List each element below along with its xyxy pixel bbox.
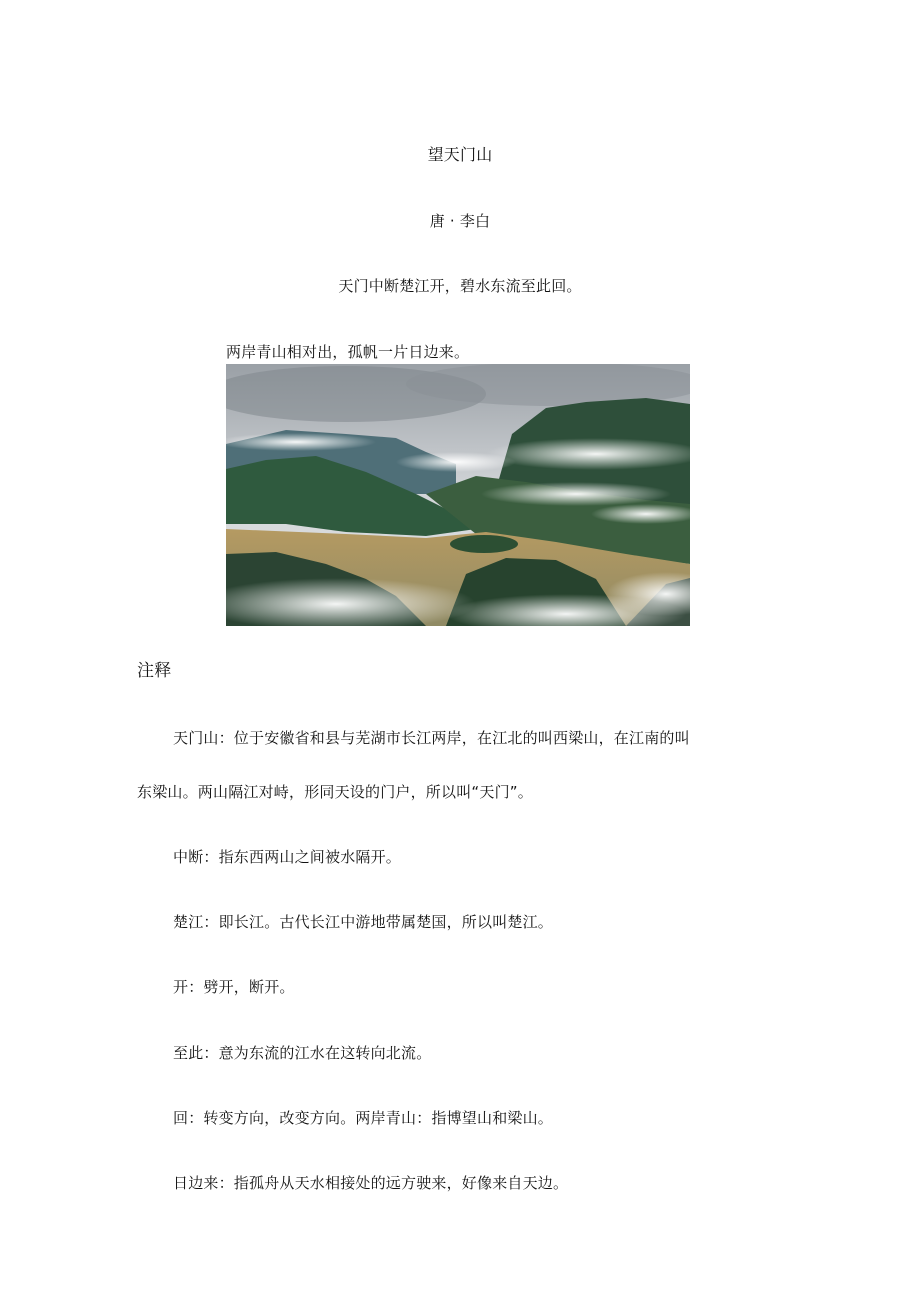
poem-verse-2: 两岸青山相对出，孤帆一片日边来。 — [226, 343, 470, 361]
poem-author: 唐 · 李白 — [429, 212, 491, 230]
river-gorge-illustration — [226, 364, 690, 626]
note-item-1: 天门山：位于安徽省和县与芜湖市长江两岸，在江北的叫西梁山，在江南的叫 — [173, 729, 690, 747]
note-item-1-continued: 东梁山。两山隔江对峙，形同天设的门户，所以叫“天门”。 — [137, 783, 533, 801]
note-item-4: 开：劈开，断开。 — [173, 978, 295, 996]
notes-heading: 注释 — [137, 661, 172, 681]
note-item-2: 中断：指东西两山之间被水隔开。 — [173, 848, 402, 866]
poem-verse-1: 天门中断楚江开，碧水东流至此回。 — [338, 277, 582, 295]
note-item-6: 回：转变方向，改变方向。两岸青山：指博望山和梁山。 — [173, 1109, 554, 1127]
landscape-photo — [226, 364, 690, 626]
island — [450, 535, 518, 553]
note-item-3: 楚江：即长江。古代长江中游地带属楚国，所以叫楚江。 — [173, 913, 554, 931]
note-item-5: 至此：意为东流的江水在这转向北流。 — [173, 1044, 432, 1062]
note-item-7: 日边来：指孤舟从天水相接处的远方驶来，好像来自天边。 — [173, 1174, 569, 1192]
poem-title: 望天门山 — [427, 145, 493, 164]
